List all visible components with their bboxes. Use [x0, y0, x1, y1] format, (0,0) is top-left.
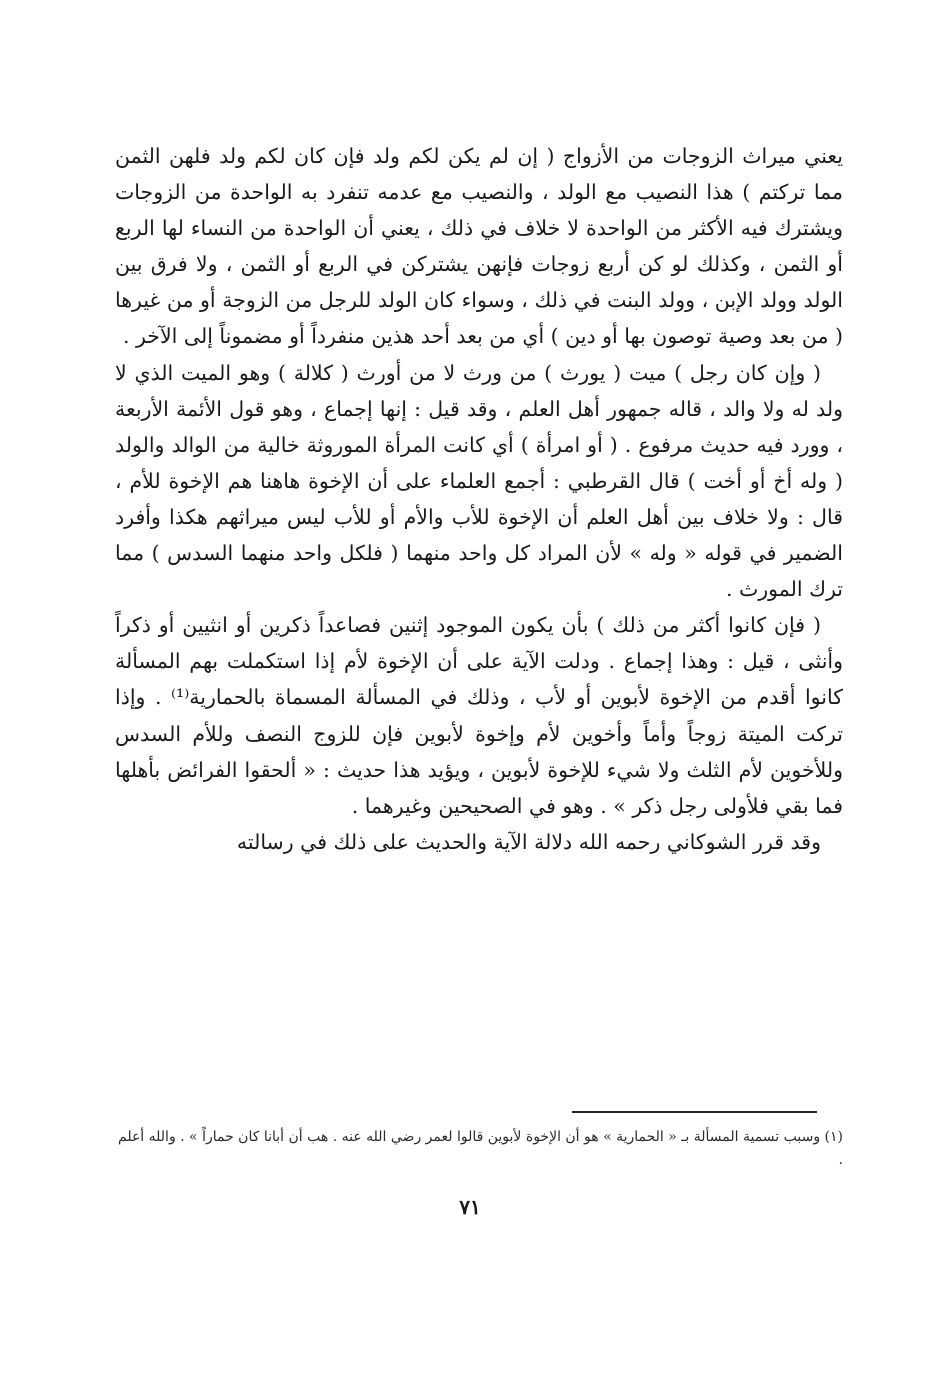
- footnote: [115, 1126, 843, 1172]
- main-text-block: [115, 138, 843, 860]
- footnote-separator: [572, 1111, 817, 1113]
- paragraph-1: يعني ميراث الزوجات من الأزواج ( إن لم يكن لكم ولد فإن كان لكم ولد فلهن الثمن مما تركتم ) هذا النصيب مع الولد ، والنصيب مع عدمه تنفرد به الواحدة من الزوجات ويشترك فيه الأكثر من الواحدة لا خلاف في ذلك ، يعني أن الواحدة من النساء لها الربع أو الثمن ، وكذلك لو كن أربع زوجات فإنهن يشتركن في الربع أو الثمن ، ولا فرق بين الولد وولد الإبن ، وولد البنت في ذلك ، وسواء كان الولد للرجل من الزوجة أو من غيرها ( من بعد وصية توصون بها أو دين ) أي من بعد أحد هذين منفرداً أو مضموناً إلى الآخر .: [115, 144, 843, 349]
- page-number: ٧١: [459, 1195, 481, 1219]
- footnote-text: (١) وسبب تسمية المسألة بـ « الحمارية » هو أن الإخوة لأبوين قالوا لعمر رضي الله عنه . هب أن أبانا كان حماراً » . والله أعلم .: [118, 1129, 843, 1168]
- paragraph-3: ( فإن كانوا أكثر من ذلك ) بأن يكون الموجود إثنين فصاعداً ذكرين أو انثيين أو ذكراً وأنثى ، قيل : وهذا إجماع . ودلت الآية على أن الإخوة لأم إذا استكملت بهم المسألة كانوا أقدم من الإخوة لأبوين أو لأب ، وذلك في المسألة المسماة بالحمارية⁽¹⁾ . وإذا تركت الميتة زوجاً وأماً وأخوين لأم وإخوة لأبوين فإن للزوج النصف وللأم السدس وللأخوين لأم الثلث ولا شيء للإخوة لأبوين ، ويؤيد هذا حديث : « ألحقوا الفرائض بأهلها فما بقي فلأولى رجل ذكر » . وهو في الصحيحين وغيرهما .: [115, 613, 843, 818]
- paragraph-2: ( وإن كان رجل ) ميت ( يورث ) من ورث لا من أورث ( كلالة ) وهو الميت الذي لا ولد له ولا والد ، قاله جمهور أهل العلم ، وقد قيل : إنها إجماع ، وهو قول الأئمة الأربعة ، وورد فيه حديث مرفوع . ( أو امرأة ) أي كانت المرأة الموروثة خالية من الوالد والولد ( وله أخ أو أخت ) قال القرطبي : أجمع العلماء على أن الإخوة هاهنا هم الإخوة للأم ، قال : ولا خلاف بين أهل العلم أن الإخوة للأب والأم أو للأب ليس ميراثهم هكذا وأفرد الضمير في قوله « وله » لأن المراد كل واحد منهما ( فلكل واحد منهما السدس ) مما ترك المورث .: [115, 360, 843, 602]
- paragraph-4: وقد قرر الشوكاني رحمه الله دلالة الآية والحديث على ذلك في رسالته: [236, 829, 821, 854]
